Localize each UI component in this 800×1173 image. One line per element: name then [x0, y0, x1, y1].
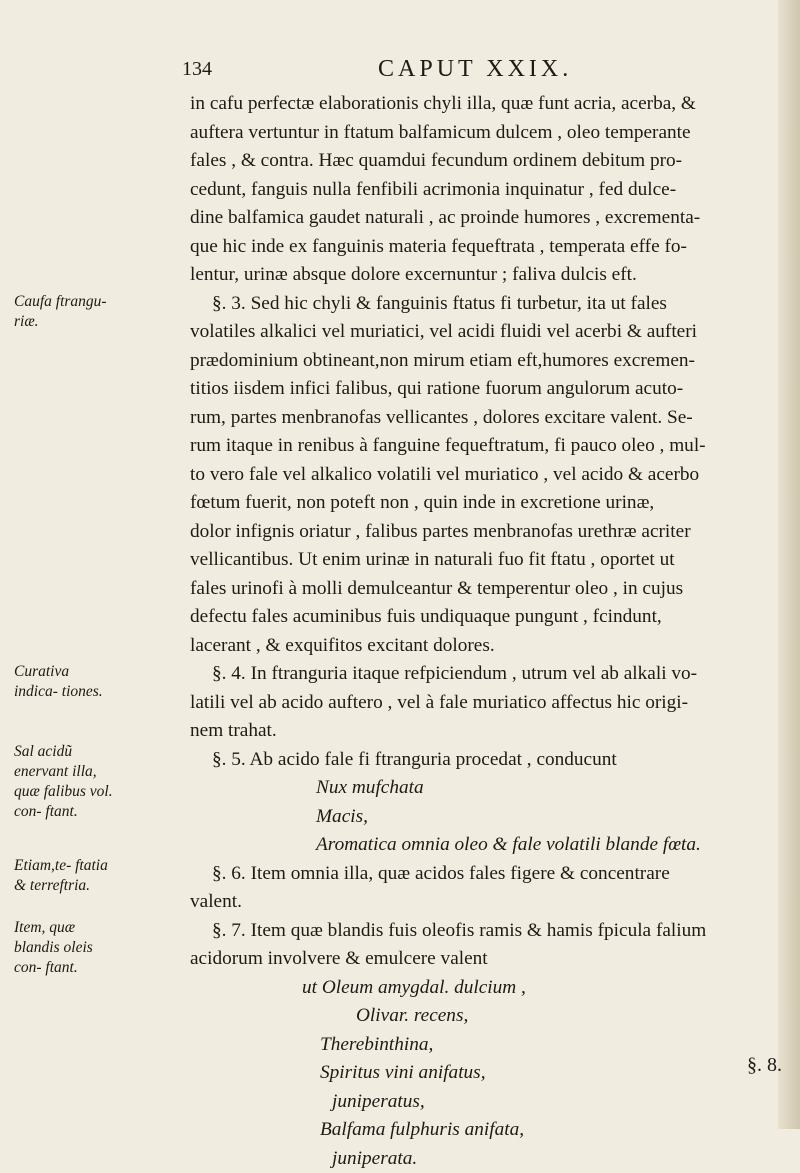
text-line: lacerant , & exquifitos excitant dolores.: [190, 632, 790, 661]
text-line: to vero fale vel alkalico volatili vel muriatico , vel acido & acerbo: [190, 461, 790, 490]
recipe-line: Balfama fulphuris anifata,: [190, 1116, 790, 1145]
text-line: vellicantibus. Ut enim urinæ in naturali fuo fit ftatu , oportet ut: [190, 546, 790, 575]
running-head: CAPUT XXIX.: [378, 56, 572, 83]
text-line: latili vel ab acido auftero , vel à fale muriatico affectus hic origi-: [190, 689, 790, 718]
text-line: nem trahat.: [190, 717, 790, 746]
text-line: dolor infignis oriatur , falibus partes menbranofas urethræ acriter: [190, 518, 790, 547]
text-line: §. 3. Sed hic chyli & fanguinis ftatus fi turbetur, ita ut fales: [190, 290, 790, 319]
text-line: in cafu perfectæ elaborationis chyli illa, quæ funt acria, acerba, &: [190, 90, 790, 119]
text-line: fales , & contra. Hæc quamdui fecundum ordinem debitum pro-: [190, 147, 790, 176]
text-line: §. 4. In ftranguria itaque refpiciendum , utrum vel ab alkali vo-: [190, 660, 790, 689]
text-line: cedunt, fanguis nulla fenfibili acrimonia inquinatur , fed dulce-: [190, 176, 790, 205]
text-line: rum, partes menbranofas vellicantes , dolores excitare valent. Se-: [190, 404, 790, 433]
text-line: auftera vertuntur in ftatum balfamicum dulcem , oleo temperante: [190, 119, 790, 148]
text-line: §. 6. Item omnia illa, quæ acidos fales figere & concentrare: [190, 860, 790, 889]
recipe-line: Olivar. recens,: [190, 1002, 790, 1031]
margin-note-item: Item, quæ blandis oleis con- ftant.: [14, 918, 114, 978]
text-line: §. 5. Ab acido fale fi ftranguria procedat , conducunt: [190, 746, 790, 775]
recipe-line: juniperata.: [190, 1145, 790, 1173]
recipe-line: Nux mufchata: [190, 774, 790, 803]
recipe-line: Spiritus vini anifatus,: [190, 1059, 790, 1088]
text-line: prædominium obtineant,non mirum etiam eft,humores excremen-: [190, 347, 790, 376]
recipe-line: juniperatus,: [190, 1088, 790, 1117]
text-line: §. 7. Item quæ blandis fuis oleofis ramis & hamis fpicula falium: [190, 917, 790, 946]
text-line: rum itaque in renibus à fanguine fequeftratum, fi pauco oleo , mul-: [190, 432, 790, 461]
text-line: volatiles alkalici vel muriatici, vel acidi fluidi vel acerbi & aufteri: [190, 318, 790, 347]
margin-note-curativa: Curativa indica- tiones.: [14, 662, 114, 702]
recipe-line: Therebinthina,: [190, 1031, 790, 1060]
text-line: titios iisdem infici falibus, qui ratione fuorum angulorum acuto-: [190, 375, 790, 404]
recipe-line: ut Oleum amygdal. dulcium ,: [190, 974, 790, 1003]
text-line: fœtum fuerit, non poteft non , quin inde in excretione urinæ,: [190, 489, 790, 518]
body-text: [190, 90, 790, 1173]
text-line: fales urinofi à molli demulceantur & temperentur oleo , in cujus: [190, 575, 790, 604]
recipe-line: Macis,: [190, 803, 790, 832]
margin-note-etiam: Etiam,te- ftatia & terreftria.: [14, 856, 114, 896]
text-line: defectu fales acuminibus fuis undiquaque pungunt , fcindunt,: [190, 603, 790, 632]
text-line: lentur, urinæ absque dolore excernuntur ; faliva dulcis eft.: [190, 261, 790, 290]
text-line: valent.: [190, 888, 790, 917]
page-number: 134: [182, 58, 212, 81]
margin-note-sal-acidum: Sal acidũ enervant illa, quæ falibus vol. con- ftant.: [14, 742, 114, 822]
margin-note-causa: Caufa ftrangu- riæ.: [14, 292, 114, 332]
text-line: que hic inde ex fanguinis materia fequeftrata , temperata effe fo-: [190, 233, 790, 262]
page-header: [182, 58, 782, 92]
recipe-line: Aromatica omnia oleo & fale volatili blande fœta.: [190, 831, 790, 860]
catchword: §. 8.: [747, 1054, 782, 1077]
text-line: dine balfamica gaudet naturali , ac proinde humores , excrementa-: [190, 204, 790, 233]
text-line: acidorum involvere & emulcere valent: [190, 945, 790, 974]
